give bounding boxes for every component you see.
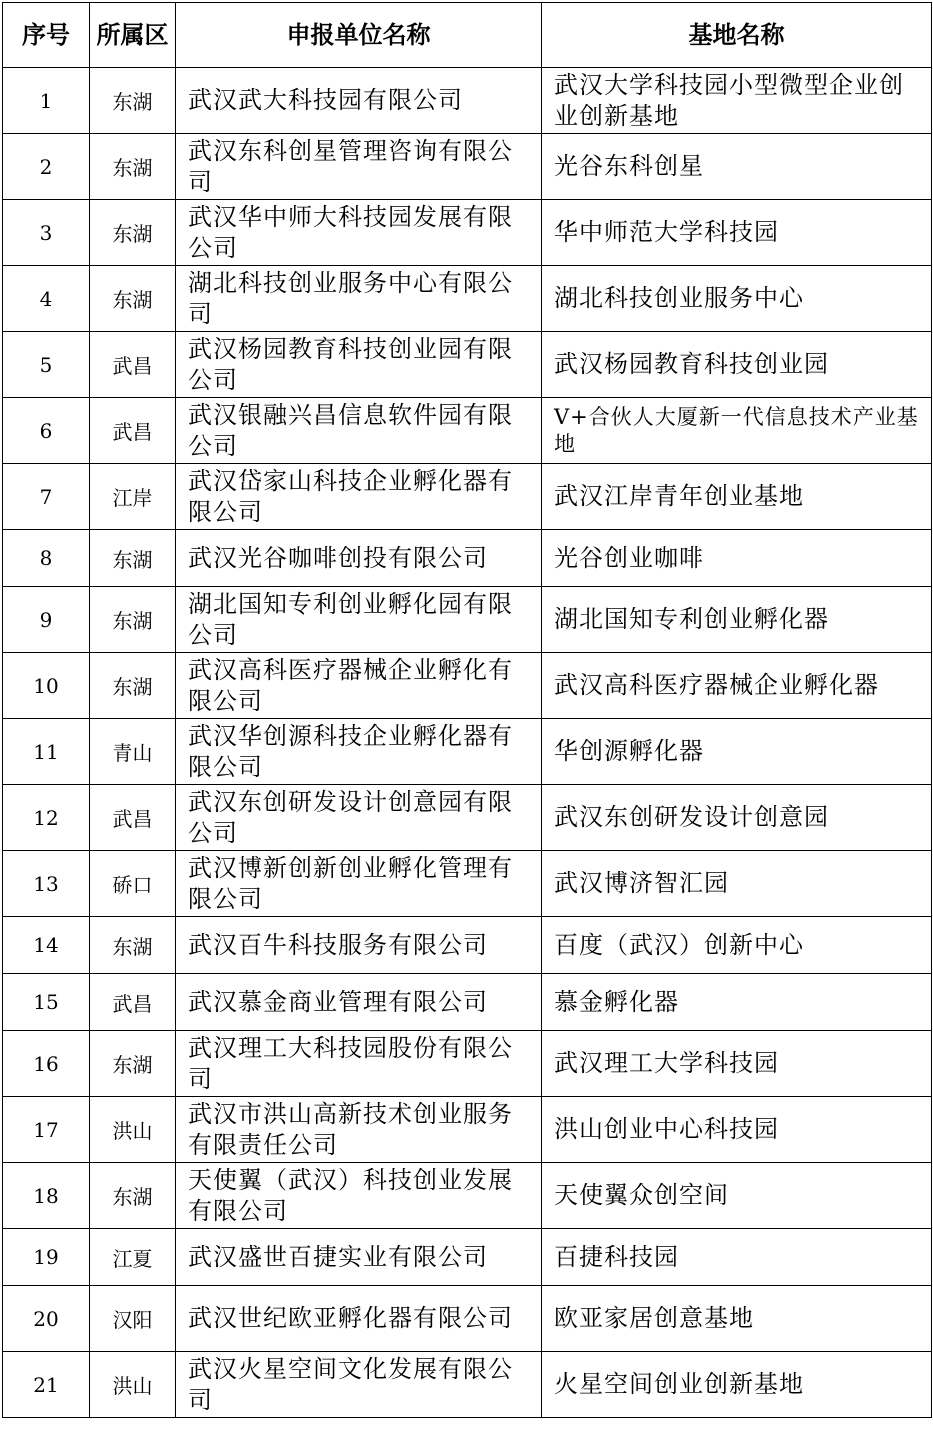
table-row xyxy=(3,1097,932,1163)
base-list-table xyxy=(2,2,932,1418)
row-no: 8 xyxy=(3,530,90,587)
row-district: 东湖 xyxy=(90,587,176,653)
row-district: 洪山 xyxy=(90,1352,176,1418)
row-base: 光谷创业咖啡 xyxy=(542,530,932,587)
row-unit: 武汉博新创新创业孵化管理有限公司 xyxy=(176,851,542,917)
row-unit: 武汉杨园教育科技创业园有限公司 xyxy=(176,332,542,398)
row-base: 百度（武汉）创新中心 xyxy=(542,917,932,974)
row-district: 武昌 xyxy=(90,332,176,398)
table-row xyxy=(3,1352,932,1418)
row-base: 武汉东创研发设计创意园 xyxy=(542,785,932,851)
row-no: 15 xyxy=(3,974,90,1031)
row-base: 华中师范大学科技园 xyxy=(542,200,932,266)
row-base: 武汉江岸青年创业基地 xyxy=(542,464,932,530)
row-district: 东湖 xyxy=(90,653,176,719)
row-district: 武昌 xyxy=(90,785,176,851)
row-no: 10 xyxy=(3,653,90,719)
row-unit: 武汉百牛科技服务有限公司 xyxy=(176,917,542,974)
row-no: 5 xyxy=(3,332,90,398)
row-base: 百捷科技园 xyxy=(542,1229,932,1286)
header-unit: 申报单位名称 xyxy=(176,3,542,68)
row-no: 12 xyxy=(3,785,90,851)
row-no: 11 xyxy=(3,719,90,785)
row-base: 湖北科技创业服务中心 xyxy=(542,266,932,332)
table-row xyxy=(3,1286,932,1352)
row-unit: 武汉岱家山科技企业孵化器有限公司 xyxy=(176,464,542,530)
table-row xyxy=(3,974,932,1031)
table-row xyxy=(3,332,932,398)
table-body xyxy=(3,68,932,1418)
row-no: 14 xyxy=(3,917,90,974)
row-unit: 武汉高科医疗器械企业孵化有限公司 xyxy=(176,653,542,719)
row-base: 武汉杨园教育科技创业园 xyxy=(542,332,932,398)
row-no: 16 xyxy=(3,1031,90,1097)
row-no: 19 xyxy=(3,1229,90,1286)
table-row xyxy=(3,917,932,974)
row-no: 2 xyxy=(3,134,90,200)
table-row xyxy=(3,587,932,653)
table-row xyxy=(3,266,932,332)
row-unit: 武汉火星空间文化发展有限公司 xyxy=(176,1352,542,1418)
row-unit: 湖北科技创业服务中心有限公司 xyxy=(176,266,542,332)
table-row xyxy=(3,1031,932,1097)
row-base: 光谷东科创星 xyxy=(542,134,932,200)
row-unit: 武汉武大科技园有限公司 xyxy=(176,68,542,134)
row-base: 武汉博济智汇园 xyxy=(542,851,932,917)
row-unit: 武汉理工大科技园股份有限公司 xyxy=(176,1031,542,1097)
header-district: 所属区 xyxy=(90,3,176,68)
row-district: 东湖 xyxy=(90,917,176,974)
header-base: 基地名称 xyxy=(542,3,932,68)
table-row xyxy=(3,1163,932,1229)
row-unit: 武汉慕金商业管理有限公司 xyxy=(176,974,542,1031)
row-district: 洪山 xyxy=(90,1097,176,1163)
table-row xyxy=(3,653,932,719)
row-unit: 武汉华中师大科技园发展有限公司 xyxy=(176,200,542,266)
row-district: 武昌 xyxy=(90,398,176,464)
row-no: 9 xyxy=(3,587,90,653)
row-unit: 武汉华创源科技企业孵化器有限公司 xyxy=(176,719,542,785)
row-base: V+合伙人大厦新一代信息技术产业基地 xyxy=(542,398,932,464)
row-unit: 武汉市洪山高新技术创业服务有限责任公司 xyxy=(176,1097,542,1163)
row-no: 21 xyxy=(3,1352,90,1418)
table-row xyxy=(3,464,932,530)
table-row xyxy=(3,398,932,464)
row-unit: 武汉盛世百捷实业有限公司 xyxy=(176,1229,542,1286)
table-row xyxy=(3,1229,932,1286)
row-district: 武昌 xyxy=(90,974,176,1031)
row-base: 洪山创业中心科技园 xyxy=(542,1097,932,1163)
row-base: 武汉高科医疗器械企业孵化器 xyxy=(542,653,932,719)
row-district: 东湖 xyxy=(90,1031,176,1097)
row-base: 欧亚家居创意基地 xyxy=(542,1286,932,1352)
row-no: 3 xyxy=(3,200,90,266)
row-base: 华创源孵化器 xyxy=(542,719,932,785)
table-row xyxy=(3,851,932,917)
table-header-row xyxy=(3,3,932,68)
row-base: 武汉理工大学科技园 xyxy=(542,1031,932,1097)
row-base: 湖北国知专利创业孵化器 xyxy=(542,587,932,653)
row-unit: 武汉东科创星管理咨询有限公司 xyxy=(176,134,542,200)
row-unit: 武汉光谷咖啡创投有限公司 xyxy=(176,530,542,587)
row-no: 1 xyxy=(3,68,90,134)
row-unit: 武汉东创研发设计创意园有限公司 xyxy=(176,785,542,851)
row-district: 东湖 xyxy=(90,266,176,332)
row-base: 火星空间创业创新基地 xyxy=(542,1352,932,1418)
row-no: 4 xyxy=(3,266,90,332)
row-unit: 湖北国知专利创业孵化园有限公司 xyxy=(176,587,542,653)
row-district: 青山 xyxy=(90,719,176,785)
row-district: 江夏 xyxy=(90,1229,176,1286)
row-unit: 天使翼（武汉）科技创业发展有限公司 xyxy=(176,1163,542,1229)
row-district: 东湖 xyxy=(90,530,176,587)
row-base: 武汉大学科技园小型微型企业创业创新基地 xyxy=(542,68,932,134)
table-row xyxy=(3,134,932,200)
row-unit: 武汉银融兴昌信息软件园有限公司 xyxy=(176,398,542,464)
row-district: 江岸 xyxy=(90,464,176,530)
row-district: 硚口 xyxy=(90,851,176,917)
row-no: 20 xyxy=(3,1286,90,1352)
row-base: 慕金孵化器 xyxy=(542,974,932,1031)
table-row xyxy=(3,530,932,587)
table-row xyxy=(3,719,932,785)
row-no: 17 xyxy=(3,1097,90,1163)
row-unit: 武汉世纪欧亚孵化器有限公司 xyxy=(176,1286,542,1352)
row-no: 13 xyxy=(3,851,90,917)
row-district: 汉阳 xyxy=(90,1286,176,1352)
row-district: 东湖 xyxy=(90,134,176,200)
table-row xyxy=(3,200,932,266)
row-no: 7 xyxy=(3,464,90,530)
row-district: 东湖 xyxy=(90,68,176,134)
header-no: 序号 xyxy=(3,3,90,68)
table-row xyxy=(3,68,932,134)
row-base: 天使翼众创空间 xyxy=(542,1163,932,1229)
row-no: 18 xyxy=(3,1163,90,1229)
row-district: 东湖 xyxy=(90,200,176,266)
table-row xyxy=(3,785,932,851)
row-no: 6 xyxy=(3,398,90,464)
row-district: 东湖 xyxy=(90,1163,176,1229)
